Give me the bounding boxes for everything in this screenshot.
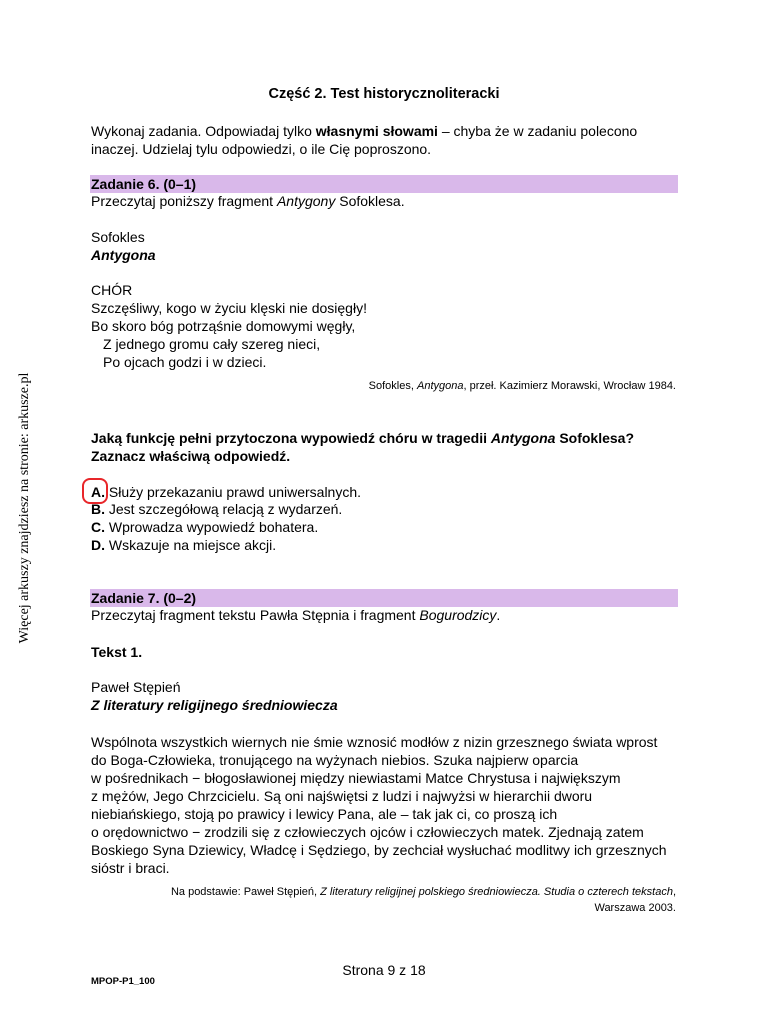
task6-question: Jaką funkcję pełni przytoczona wypowiedź chóru w tragedii Antygona Sofoklesa? xyxy=(91,430,635,446)
verse-line: Po ojcach godzi i w dzieci. xyxy=(103,354,267,370)
paragraph-line: niebiańskiego, stoją po prawicy i lewicy Pana, ale – tak jak ci, co proszą ich xyxy=(91,806,558,822)
paragraph-line: Boskiego Syna Dziewicy, Władcę i Sędziego, by zechciał wysłuchać modlitwy ich grzesznych xyxy=(91,842,667,858)
task7-work: Z literatury religijnego średniowiecza xyxy=(91,697,338,713)
verse-line: CHÓR xyxy=(91,282,133,298)
answer-option-c[interactable]: C. Wprowadza wypowiedź bohatera. xyxy=(91,519,319,535)
verse-line: Bo skoro bóg potrząśnie domowymi węgły, xyxy=(91,318,356,334)
task6-source: Sofokles, Antygona, przeł. Kazimierz Morawski, Wrocław 1984. xyxy=(368,380,676,392)
task6-header: Zadanie 6. (0–1) xyxy=(91,176,197,192)
task6-question-instruction: Zaznacz właściwą odpowiedź. xyxy=(91,448,291,464)
task6-work: Antygona xyxy=(91,247,156,263)
verse-line: Z jednego gromu cały szereg nieci, xyxy=(103,336,321,352)
side-watermark: Więcej arkuszy znajdziesz na stronie: arkusze.pl xyxy=(17,372,32,644)
document-code: MPOP-P1_100 xyxy=(91,976,155,987)
paragraph-line: Wspólnota wszystkich wiernych nie śmie wznosić modłów z nizin grzesznego świata wprost xyxy=(91,734,658,750)
task7-author: Paweł Stępień xyxy=(91,679,181,695)
answer-option-a[interactable]: A. Służy przekazaniu prawd uniwersalnych. xyxy=(91,484,362,500)
task6-instruction: Przeczytaj poniższy fragment Antygony Sofoklesa. xyxy=(91,193,405,209)
task7-instruction: Przeczytaj fragment tekstu Pawła Stępnia i fragment Bogurodzicy. xyxy=(91,607,501,623)
paragraph-line: o orędownictwo − zrodzili się z człowieczych ojców i człowieczych matek. Zjednają zatem xyxy=(91,824,644,840)
page-number: Strona 9 z 18 xyxy=(342,962,426,978)
task7-source-year: Warszawa 2003. xyxy=(594,902,676,914)
answer-option-d[interactable]: D. Wskazuje na miejsce akcji. xyxy=(91,537,277,553)
task7-header: Zadanie 7. (0–2) xyxy=(91,590,197,606)
task6-author: Sofokles xyxy=(91,229,145,245)
task7-source: Na podstawie: Paweł Stępień, Z literatury religijnej polskiego średniowiecza. Studia o czterech tekstach, xyxy=(170,886,676,898)
intro-line-2: inaczej. Udzielaj tylu odpowiedzi, o ile Cię poproszono. xyxy=(91,141,432,157)
paragraph-line: z mężów, Jego Chrzcicielu. Są oni najświętsi z ludzi i najwyżsi w hierarchii dworu xyxy=(91,788,593,804)
verse-line: Szczęśliwy, kogo w życiu klęski nie dosięgły! xyxy=(91,300,367,316)
text-label: Tekst 1. xyxy=(91,644,143,660)
answer-option-b[interactable]: B. Jest szczegółową relacją z wydarzeń. xyxy=(91,501,343,517)
paragraph-line: do Boga-Człowieka, tronującego na wyżynach niebios. Szuka najpierw oparcia xyxy=(91,752,579,768)
paragraph-line: w pośrednikach − błogosławionej między niewiastami Matce Chrystusa i największym xyxy=(91,770,621,786)
page-title: Część 2. Test historycznoliteracki xyxy=(268,86,500,102)
intro-line-1: Wykonaj zadania. Odpowiadaj tylko własnymi słowami – chyba że w zadaniu polecono xyxy=(91,123,638,139)
paragraph-line: sióstr i braci. xyxy=(91,860,170,876)
